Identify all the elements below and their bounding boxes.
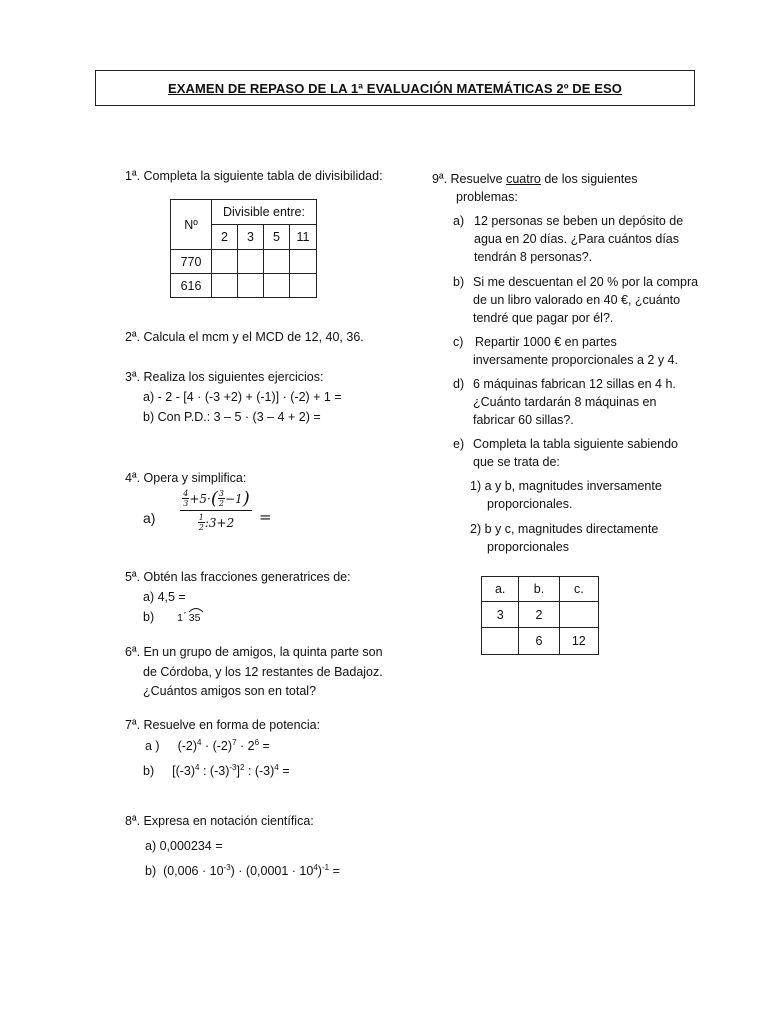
q2-statement: 2ª. Calcula el mcm y el MCD de 12, 40, 36. <box>125 330 364 344</box>
q8-item-b: b) $(0,006 \cdot 10^{-3}) \cdot (0,0001 \cdot 10^4)^{-1}$ = <box>145 863 340 878</box>
q5-statement: 5ª. Obtén las fracciones generatrices de: <box>125 570 351 584</box>
table-divisor: 11 <box>290 225 317 250</box>
exam-title-box <box>95 70 695 106</box>
q9-b-line: de un libro valorado en 40 €, ¿cuánto <box>473 293 681 307</box>
q4-fraction: 4 3 <box>183 489 189 508</box>
q9-e-line: Completa la tabla siguiente sabiendo <box>473 437 678 451</box>
q9-e2-line: 2) b y c, magnitudes directamente <box>470 522 659 536</box>
q9-b-line: Si me descuentan el 20 % por la compra <box>473 275 699 289</box>
table-row-number: 616 <box>171 274 212 298</box>
table-header: c. <box>559 577 598 602</box>
q9-b-label: b) <box>453 275 465 289</box>
q7-item-a: a ) $(-2)^4 \cdot (-2)^7 \cdot 2^6$ = <box>145 738 270 753</box>
q9-c-label: c) <box>453 335 464 349</box>
table-header: b. <box>519 577 559 602</box>
table-cell[interactable] <box>290 250 317 274</box>
q4-equals: = <box>259 508 272 526</box>
q5-item-a: a) 4,5 = <box>143 590 186 604</box>
q1-statement: 1ª. Completa la siguiente tabla de divisibilidad: <box>125 169 383 183</box>
q9-e1-line: 1) a y b, magnitudes inversamente <box>470 479 662 493</box>
q4-label: a) <box>143 510 156 526</box>
divisibility-table <box>170 199 317 298</box>
q3-item-a: a) - 2 - [4 · (-3 +2) + (-1)] · (-2) + 1 = <box>143 390 342 404</box>
q6-line: de Córdoba, y los 12 restantes de Badajoz. <box>143 665 383 679</box>
table-divisor: 2 <box>212 225 238 250</box>
proportionality-table <box>481 576 599 655</box>
q9-c-line: Repartir 1000 € en partes <box>475 335 617 349</box>
q6-line: 6ª. En un grupo de amigos, la quinta parte son <box>125 645 383 659</box>
table-cell[interactable] <box>482 628 519 655</box>
q9-a-line: agua en 20 días. ¿Para cuántos días <box>474 232 679 246</box>
q4-fraction: 1 2 <box>198 513 204 532</box>
q9-c-line: inversamente proporcionales a 2 y 4. <box>473 353 678 367</box>
q9-e-line: que se trata de: <box>473 455 560 469</box>
table-divisor: 5 <box>264 225 290 250</box>
q7-statement: 7ª. Resuelve en forma de potencia: <box>125 718 321 732</box>
q8-item-a: a) 0,000234 = <box>145 839 223 853</box>
table-cell: 12 <box>559 628 598 655</box>
q9-a-label: a) <box>453 214 465 228</box>
q9-d-line: ¿Cuánto tardarán 8 máquinas en <box>473 395 657 409</box>
table-header-no: Nº <box>171 200 212 250</box>
q8-statement: 8ª. Expresa en notación científica: <box>125 814 314 828</box>
q9-b-line: tendré que pagar por él?. <box>473 311 614 325</box>
table-cell[interactable] <box>264 274 290 298</box>
exam-title: EXAMEN DE REPASO DE LA 1ª EVALUACIÓN MATEMÁTICAS 2º DE ESO <box>167 80 623 96</box>
q6-line: ¿Cuántos amigos son en total? <box>143 684 317 698</box>
q4-statement: 4ª. Opera y simplifica: <box>125 471 247 485</box>
q7-item-b: b) [$(-3)^4$ : $(-3)^{-3}]^2$ : $(-3)^4$ = <box>143 763 290 778</box>
table-cell[interactable] <box>559 602 598 628</box>
table-cell[interactable] <box>212 274 238 298</box>
q9-d-label: d) <box>453 377 465 391</box>
q4-expression: 4 3 +5· ( 3 2 −1 ) 1 2 :3+2 <box>176 489 256 532</box>
q9-a-line: 12 personas se beben un depósito de <box>474 214 684 228</box>
table-cell: 3 <box>482 602 519 628</box>
q9-a-line: tendrán 8 personas?. <box>474 250 593 264</box>
q9-e2-line: proporcionales <box>487 540 569 554</box>
q9-statement: 9ª. Resuelve cuatro de los siguientes <box>432 172 638 186</box>
period-arc-icon <box>188 607 204 613</box>
q3-statement: 3ª. Realiza los siguientes ejercicios: <box>125 370 324 384</box>
table-divisor: 3 <box>238 225 264 250</box>
q9-statement-line2: problemas: <box>456 190 518 204</box>
table-cell[interactable] <box>290 274 317 298</box>
table-cell[interactable] <box>212 250 238 274</box>
q9-d-line: fabricar 60 sillas?. <box>473 413 574 427</box>
table-header-divisible: Divisible entre: <box>212 200 317 225</box>
table-cell: 2 <box>519 602 559 628</box>
table-header: a. <box>482 577 519 602</box>
table-cell[interactable] <box>238 250 264 274</box>
q4-fraction: 3 2 <box>218 489 224 508</box>
periodic-decimal: 1 ́ 35 <box>177 612 200 624</box>
q5-item-b: b) 1 ́ 35 <box>143 609 200 626</box>
table-cell[interactable] <box>238 274 264 298</box>
table-cell: 6 <box>519 628 559 655</box>
q3-item-b: b) Con P.D.: 3 – 5 · (3 – 4 + 2) = <box>143 410 321 424</box>
q9-d-line: 6 máquinas fabrican 12 sillas en 4 h. <box>473 377 676 391</box>
q9-e-label: e) <box>453 437 465 451</box>
q9-e1-line: proporcionales. <box>487 497 573 511</box>
table-cell[interactable] <box>264 250 290 274</box>
table-row-number: 770 <box>171 250 212 274</box>
